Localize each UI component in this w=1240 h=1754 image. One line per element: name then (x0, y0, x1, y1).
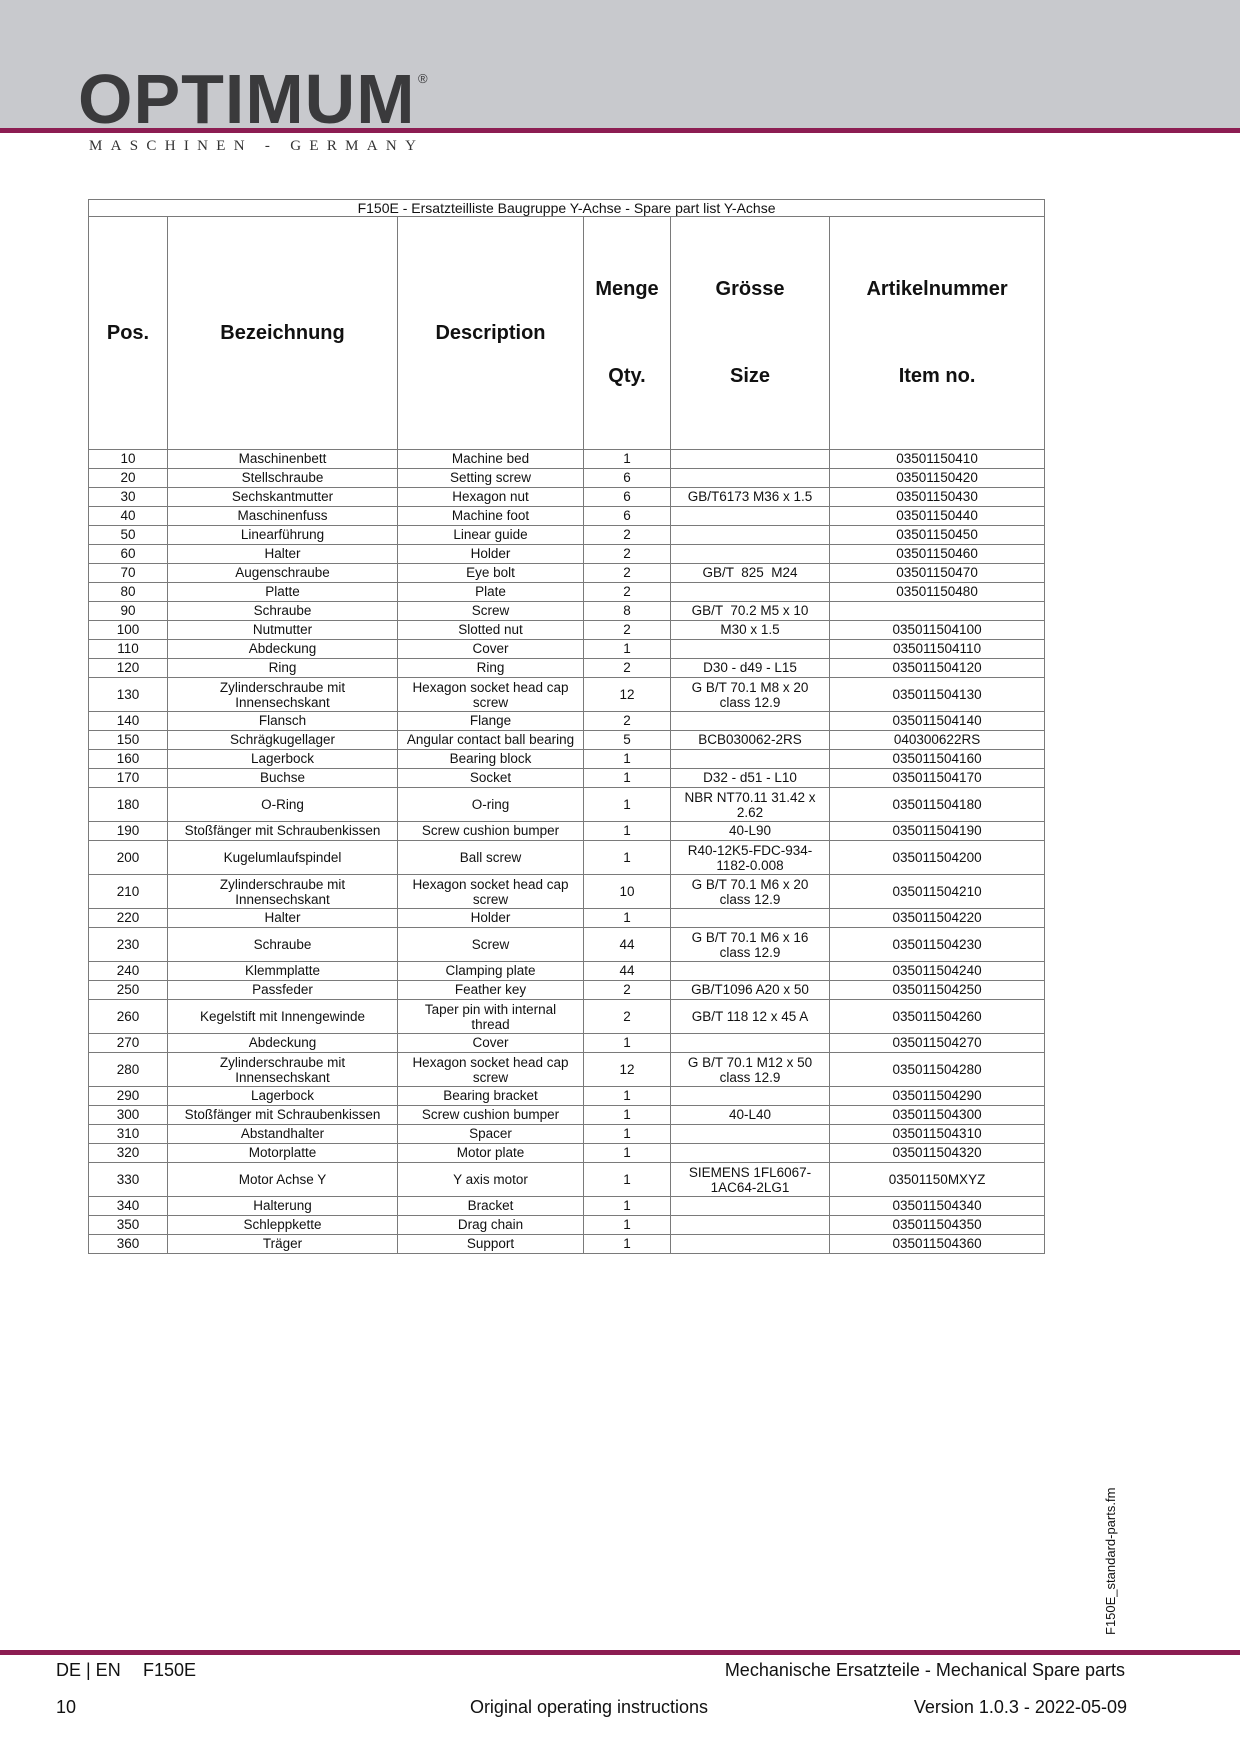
cell-menge: 1 (584, 750, 671, 769)
cell-artikelnummer: 035011504360 (830, 1235, 1045, 1254)
cell-bezeichnung: Platte (168, 583, 398, 602)
cell-groesse: G B/T 70.1 M6 x 20 class 12.9 (671, 875, 830, 909)
cell-groesse (671, 583, 830, 602)
column-header-artikelnummer: Artikelnummer (866, 278, 1008, 300)
cell-artikelnummer: 035011504290 (830, 1087, 1045, 1106)
cell-description: Clamping plate (398, 962, 584, 981)
cell-pos: 40 (89, 507, 168, 526)
cell-pos: 310 (89, 1125, 168, 1144)
footer-document-type: Original operating instructions (469, 1697, 709, 1717)
cell-pos: 30 (89, 488, 168, 507)
cell-groesse (671, 526, 830, 545)
cell-pos: 130 (89, 678, 168, 712)
cell-artikelnummer: 035011504120 (830, 659, 1045, 678)
cell-pos: 140 (89, 712, 168, 731)
cell-bezeichnung: Stellschraube (168, 469, 398, 488)
footer-accent-line (0, 1650, 1240, 1655)
cell-pos: 50 (89, 526, 168, 545)
cell-artikelnummer: 035011504130 (830, 678, 1045, 712)
cell-description: Linear guide (398, 526, 584, 545)
cell-pos: 220 (89, 909, 168, 928)
cell-description: O-ring (398, 788, 584, 822)
cell-bezeichnung: Halterung (168, 1197, 398, 1216)
cell-bezeichnung: Maschinenfuss (168, 507, 398, 526)
table-row (89, 1163, 1045, 1197)
cell-menge: 2 (584, 659, 671, 678)
column-header-pos: Pos. (89, 217, 168, 450)
cell-bezeichnung: Buchse (168, 769, 398, 788)
cell-description: Bearing block (398, 750, 584, 769)
cell-groesse (671, 507, 830, 526)
cell-bezeichnung: Augenschraube (168, 564, 398, 583)
brand-tagline: MASCHINEN - GERMANY (89, 138, 425, 154)
cell-description: Slotted nut (398, 621, 584, 640)
registered-mark: ® (418, 71, 428, 86)
cell-artikelnummer: 035011504190 (830, 822, 1045, 841)
table-row (89, 602, 1045, 621)
file-name-label: F150E_standard-parts.fm (1103, 1487, 1118, 1635)
cell-pos: 120 (89, 659, 168, 678)
cell-artikelnummer (830, 602, 1045, 621)
cell-bezeichnung: Kugelumlaufspindel (168, 841, 398, 875)
cell-pos: 360 (89, 1235, 168, 1254)
cell-bezeichnung: Ring (168, 659, 398, 678)
cell-bezeichnung: Abstandhalter (168, 1125, 398, 1144)
cell-groesse (671, 640, 830, 659)
column-header-size-en: Size (729, 365, 771, 387)
cell-description: Spacer (398, 1125, 584, 1144)
cell-menge: 1 (584, 1163, 671, 1197)
cell-pos: 250 (89, 981, 168, 1000)
table-row (89, 564, 1045, 583)
cell-description: Angular contact ball bearing (398, 731, 584, 750)
cell-artikelnummer: 035011504220 (830, 909, 1045, 928)
cell-artikelnummer: 035011504110 (830, 640, 1045, 659)
cell-menge: 6 (584, 507, 671, 526)
cell-description: Hexagon nut (398, 488, 584, 507)
cell-pos: 350 (89, 1216, 168, 1235)
cell-description: Bracket (398, 1197, 584, 1216)
cell-menge: 1 (584, 640, 671, 659)
cell-description: Cover (398, 1034, 584, 1053)
cell-menge: 12 (584, 678, 671, 712)
cell-menge: 2 (584, 712, 671, 731)
cell-pos: 70 (89, 564, 168, 583)
cell-description: Flange (398, 712, 584, 731)
table-row (89, 1087, 1045, 1106)
cell-pos: 60 (89, 545, 168, 564)
cell-pos: 150 (89, 731, 168, 750)
cell-menge: 1 (584, 450, 671, 469)
cell-artikelnummer: 035011504100 (830, 621, 1045, 640)
cell-groesse: BCB030062-2RS (671, 731, 830, 750)
cell-bezeichnung: Stoßfänger mit Schraubenkissen (168, 822, 398, 841)
cell-groesse (671, 1235, 830, 1254)
cell-pos: 180 (89, 788, 168, 822)
cell-menge: 2 (584, 621, 671, 640)
cell-menge: 1 (584, 1216, 671, 1235)
cell-pos: 290 (89, 1087, 168, 1106)
cell-description: Taper pin with internal thread (398, 1000, 584, 1034)
cell-artikelnummer: 035011504350 (830, 1216, 1045, 1235)
table-row (89, 526, 1045, 545)
cell-groesse: GB/T 825 M24 (671, 564, 830, 583)
cell-artikelnummer: 035011504280 (830, 1053, 1045, 1087)
column-header-groesse: Grösse (715, 278, 785, 300)
cell-pos: 270 (89, 1034, 168, 1053)
column-header-item-number (830, 217, 1045, 450)
cell-bezeichnung: Schraube (168, 928, 398, 962)
cell-groesse: G B/T 70.1 M12 x 50 class 12.9 (671, 1053, 830, 1087)
cell-menge: 1 (584, 822, 671, 841)
cell-groesse (671, 1087, 830, 1106)
cell-artikelnummer: 035011504240 (830, 962, 1045, 981)
table-row (89, 450, 1045, 469)
cell-artikelnummer: 035011504210 (830, 875, 1045, 909)
cell-artikelnummer: 035011504340 (830, 1197, 1045, 1216)
cell-groesse: D32 - d51 - L10 (671, 769, 830, 788)
cell-bezeichnung: Halter (168, 909, 398, 928)
footer-model: F150E (143, 1660, 197, 1680)
cell-artikelnummer: 03501150410 (830, 450, 1045, 469)
cell-bezeichnung: Träger (168, 1235, 398, 1254)
cell-groesse: GB/T1096 A20 x 50 (671, 981, 830, 1000)
table-row (89, 822, 1045, 841)
table-row (89, 1235, 1045, 1254)
cell-bezeichnung: Stoßfänger mit Schraubenkissen (168, 1106, 398, 1125)
table-row (89, 1216, 1045, 1235)
cell-description: Socket (398, 769, 584, 788)
cell-pos: 320 (89, 1144, 168, 1163)
cell-artikelnummer: 035011504140 (830, 712, 1045, 731)
cell-artikelnummer: 035011504260 (830, 1000, 1045, 1034)
cell-description: Motor plate (398, 1144, 584, 1163)
cell-groesse: D30 - d49 - L15 (671, 659, 830, 678)
cell-pos: 160 (89, 750, 168, 769)
cell-pos: 100 (89, 621, 168, 640)
table-row (89, 909, 1045, 928)
cell-groesse: 40-L90 (671, 822, 830, 841)
table-row (89, 659, 1045, 678)
cell-artikelnummer: 035011504170 (830, 769, 1045, 788)
cell-description: Bearing bracket (398, 1087, 584, 1106)
table-row (89, 583, 1045, 602)
cell-pos: 300 (89, 1106, 168, 1125)
cell-description: Screw (398, 928, 584, 962)
cell-groesse: G B/T 70.1 M6 x 16 class 12.9 (671, 928, 830, 962)
cell-groesse (671, 1144, 830, 1163)
table-row (89, 712, 1045, 731)
cell-menge: 1 (584, 1235, 671, 1254)
cell-pos: 190 (89, 822, 168, 841)
cell-pos: 230 (89, 928, 168, 962)
cell-pos: 90 (89, 602, 168, 621)
table-row (89, 1125, 1045, 1144)
cell-groesse (671, 450, 830, 469)
cell-groesse (671, 909, 830, 928)
cell-pos: 200 (89, 841, 168, 875)
cell-bezeichnung: Kegelstift mit Innengewinde (168, 1000, 398, 1034)
cell-bezeichnung: Motor Achse Y (168, 1163, 398, 1197)
cell-groesse (671, 1197, 830, 1216)
cell-menge: 10 (584, 875, 671, 909)
table-row (89, 621, 1045, 640)
table-row (89, 769, 1045, 788)
cell-groesse: M30 x 1.5 (671, 621, 830, 640)
cell-description: Hexagon socket head cap screw (398, 678, 584, 712)
cell-bezeichnung: Nutmutter (168, 621, 398, 640)
cell-menge: 1 (584, 1034, 671, 1053)
table-row (89, 1034, 1045, 1053)
cell-menge: 8 (584, 602, 671, 621)
table-row (89, 1197, 1045, 1216)
cell-groesse: GB/T 70.2 M5 x 10 (671, 602, 830, 621)
table-row (89, 507, 1045, 526)
cell-bezeichnung: Lagerbock (168, 750, 398, 769)
footer-languages: DE | EN (56, 1660, 121, 1680)
cell-groesse (671, 545, 830, 564)
table-title: F150E - Ersatzteilliste Baugruppe Y-Achse - Spare part list Y-Achse (89, 200, 1045, 217)
table-row (89, 750, 1045, 769)
cell-description: Ring (398, 659, 584, 678)
column-header-menge: Menge (595, 278, 659, 300)
cell-description: Holder (398, 545, 584, 564)
table-row (89, 1053, 1045, 1087)
cell-menge: 2 (584, 1000, 671, 1034)
cell-bezeichnung: Lagerbock (168, 1087, 398, 1106)
cell-menge: 2 (584, 981, 671, 1000)
cell-pos: 10 (89, 450, 168, 469)
footer-version: Version 1.0.3 - 2022-05-09 (913, 1697, 1127, 1717)
cell-artikelnummer: 035011504160 (830, 750, 1045, 769)
cell-description: Ball screw (398, 841, 584, 875)
table-row (89, 841, 1045, 875)
column-header-size (671, 217, 830, 450)
cell-pos: 170 (89, 769, 168, 788)
cell-artikelnummer: 035011504300 (830, 1106, 1045, 1125)
cell-menge: 1 (584, 1106, 671, 1125)
cell-bezeichnung: Zylinderschraube mit Innensechskant (168, 678, 398, 712)
cell-artikelnummer: 03501150470 (830, 564, 1045, 583)
cell-groesse: NBR NT70.11 31.42 x 2.62 (671, 788, 830, 822)
cell-bezeichnung: Zylinderschraube mit Innensechskant (168, 1053, 398, 1087)
cell-bezeichnung: Abdeckung (168, 1034, 398, 1053)
cell-groesse (671, 712, 830, 731)
table-row (89, 640, 1045, 659)
cell-artikelnummer: 03501150450 (830, 526, 1045, 545)
table-row (89, 545, 1045, 564)
cell-bezeichnung: Halter (168, 545, 398, 564)
cell-pos: 80 (89, 583, 168, 602)
cell-artikelnummer: 035011504250 (830, 981, 1045, 1000)
cell-bezeichnung: Motorplatte (168, 1144, 398, 1163)
table-row (89, 469, 1045, 488)
cell-bezeichnung: Passfeder (168, 981, 398, 1000)
cell-menge: 2 (584, 564, 671, 583)
cell-description: Holder (398, 909, 584, 928)
cell-description: Screw cushion bumper (398, 822, 584, 841)
cell-bezeichnung: Schrägkugellager (168, 731, 398, 750)
cell-menge: 2 (584, 526, 671, 545)
cell-pos: 340 (89, 1197, 168, 1216)
cell-artikelnummer: 03501150430 (830, 488, 1045, 507)
cell-menge: 12 (584, 1053, 671, 1087)
cell-artikelnummer: 03501150440 (830, 507, 1045, 526)
cell-bezeichnung: Schraube (168, 602, 398, 621)
cell-groesse: GB/T6173 M36 x 1.5 (671, 488, 830, 507)
spare-parts-table (88, 199, 1045, 1254)
table-row (89, 1144, 1045, 1163)
cell-description: Setting screw (398, 469, 584, 488)
table-row (89, 488, 1045, 507)
cell-bezeichnung: O-Ring (168, 788, 398, 822)
cell-description: Machine foot (398, 507, 584, 526)
table-row (89, 1106, 1045, 1125)
cell-groesse (671, 1216, 830, 1235)
table-row (89, 788, 1045, 822)
cell-menge: 2 (584, 583, 671, 602)
cell-artikelnummer: 040300622RS (830, 731, 1045, 750)
cell-description: Cover (398, 640, 584, 659)
column-header-description: Description (398, 217, 584, 450)
cell-bezeichnung: Sechskantmutter (168, 488, 398, 507)
column-header-qty: Qty. (608, 365, 646, 387)
column-header-bezeichnung: Bezeichnung (168, 217, 398, 450)
cell-bezeichnung: Flansch (168, 712, 398, 731)
cell-artikelnummer: 03501150MXYZ (830, 1163, 1045, 1197)
cell-description: Feather key (398, 981, 584, 1000)
cell-pos: 330 (89, 1163, 168, 1197)
table-row (89, 928, 1045, 962)
table-row (89, 678, 1045, 712)
cell-menge: 2 (584, 545, 671, 564)
cell-artikelnummer: 035011504200 (830, 841, 1045, 875)
cell-description: Machine bed (398, 450, 584, 469)
cell-description: Screw cushion bumper (398, 1106, 584, 1125)
cell-pos: 210 (89, 875, 168, 909)
cell-groesse: R40-12K5-FDC-934- 1182-0.008 (671, 841, 830, 875)
cell-artikelnummer: 035011504180 (830, 788, 1045, 822)
cell-groesse: G B/T 70.1 M8 x 20 class 12.9 (671, 678, 830, 712)
cell-groesse: SIEMENS 1FL6067- 1AC64-2LG1 (671, 1163, 830, 1197)
cell-bezeichnung: Linearführung (168, 526, 398, 545)
table-row (89, 1000, 1045, 1034)
cell-groesse (671, 1125, 830, 1144)
column-header-quantity (584, 217, 671, 450)
cell-pos: 110 (89, 640, 168, 659)
cell-groesse (671, 1034, 830, 1053)
cell-description: Hexagon socket head cap screw (398, 875, 584, 909)
cell-artikelnummer: 03501150420 (830, 469, 1045, 488)
cell-artikelnummer: 035011504310 (830, 1125, 1045, 1144)
cell-bezeichnung: Maschinenbett (168, 450, 398, 469)
cell-groesse (671, 962, 830, 981)
cell-artikelnummer: 035011504320 (830, 1144, 1045, 1163)
table-row (89, 962, 1045, 981)
cell-description: Support (398, 1235, 584, 1254)
table-row (89, 981, 1045, 1000)
cell-menge: 1 (584, 1144, 671, 1163)
table-header-row (89, 217, 1045, 450)
cell-description: Y axis motor (398, 1163, 584, 1197)
page-number: 10 (56, 1697, 77, 1717)
cell-menge: 1 (584, 909, 671, 928)
cell-menge: 1 (584, 769, 671, 788)
cell-menge: 5 (584, 731, 671, 750)
cell-bezeichnung: Schleppkette (168, 1216, 398, 1235)
cell-artikelnummer: 035011504270 (830, 1034, 1045, 1053)
table-title-row (89, 200, 1045, 217)
table-row (89, 731, 1045, 750)
cell-bezeichnung: Zylinderschraube mit Innensechskant (168, 875, 398, 909)
cell-artikelnummer: 035011504230 (830, 928, 1045, 962)
cell-groesse (671, 469, 830, 488)
cell-groesse: GB/T 118 12 x 45 A (671, 1000, 830, 1034)
footer-section-title: Mechanische Ersatzteile - Mechanical Spare parts (724, 1660, 1125, 1680)
cell-pos: 240 (89, 962, 168, 981)
cell-artikelnummer: 03501150460 (830, 545, 1045, 564)
cell-description: Hexagon socket head cap screw (398, 1053, 584, 1087)
brand-logo: OPTIMUM (78, 60, 416, 138)
cell-pos: 260 (89, 1000, 168, 1034)
cell-bezeichnung: Klemmplatte (168, 962, 398, 981)
cell-description: Drag chain (398, 1216, 584, 1235)
cell-description: Screw (398, 602, 584, 621)
cell-menge: 6 (584, 488, 671, 507)
cell-menge: 6 (584, 469, 671, 488)
cell-menge: 44 (584, 928, 671, 962)
cell-menge: 1 (584, 841, 671, 875)
cell-groesse (671, 750, 830, 769)
table-row (89, 875, 1045, 909)
cell-pos: 20 (89, 469, 168, 488)
cell-description: Plate (398, 583, 584, 602)
cell-groesse: 40-L40 (671, 1106, 830, 1125)
column-header-item-no: Item no. (898, 365, 976, 387)
cell-bezeichnung: Abdeckung (168, 640, 398, 659)
cell-artikelnummer: 03501150480 (830, 583, 1045, 602)
cell-description: Eye bolt (398, 564, 584, 583)
cell-pos: 280 (89, 1053, 168, 1087)
cell-menge: 1 (584, 1125, 671, 1144)
cell-menge: 1 (584, 788, 671, 822)
cell-menge: 1 (584, 1197, 671, 1216)
cell-menge: 44 (584, 962, 671, 981)
cell-menge: 1 (584, 1087, 671, 1106)
